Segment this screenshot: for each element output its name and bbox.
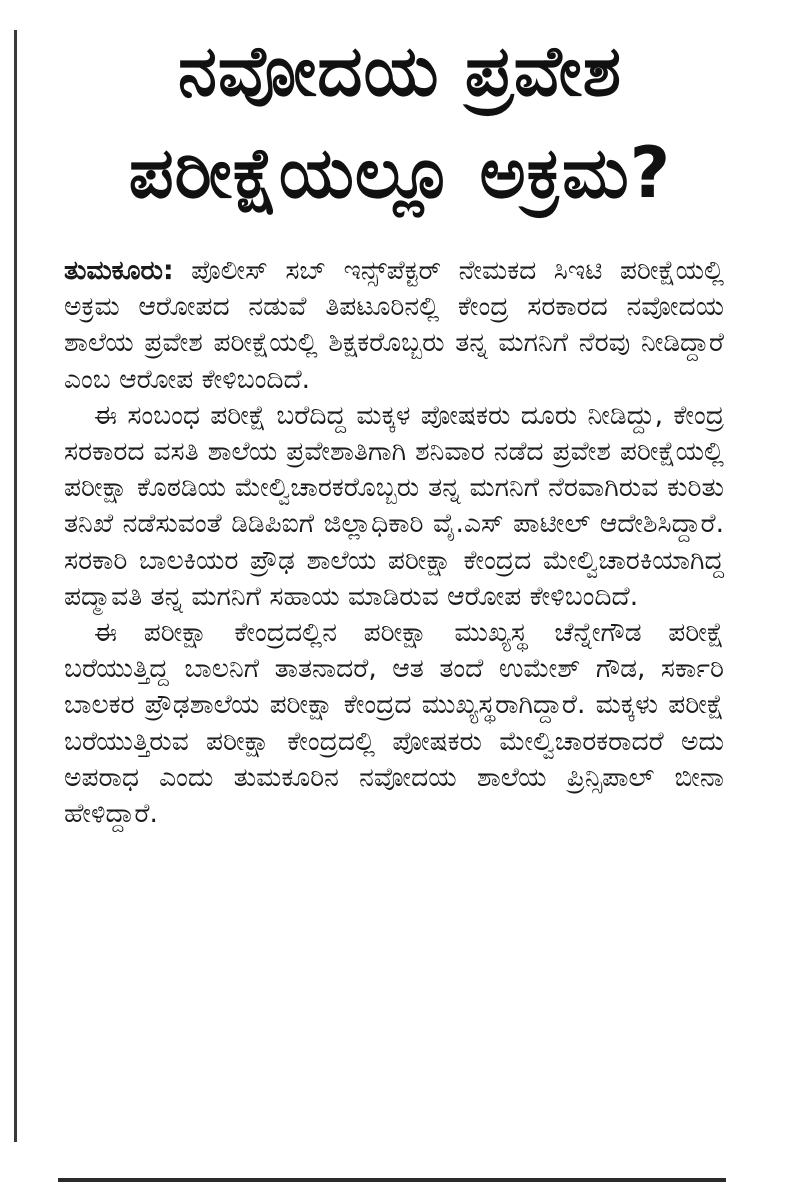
headline-line-1: ನವೋದಯ ಪ್ರವೇಶ xyxy=(177,30,623,112)
article-paragraph-1 xyxy=(64,253,724,398)
article-paragraph-2: ಈ ಸಂಬಂಧ ಪರೀಕ್ಷೆ ಬರೆದಿದ್ದ ಮಕ್ಕಳ ಪೋಷಕರು ದೂರು ನೀಡಿದ್ದು, ಕೇಂದ್ರ ಸರಕಾರದ ವಸತಿ ಶಾಲೆಯ ಪ್ರವೇಶಾತಿಗಾಗಿ ಶನಿವಾರ ನಡೆದ ಪ್ರವೇಶ ಪರೀಕ್ಷೆಯಲ್ಲಿ ಪರೀಕ್ಷಾ ಕೊಠಡಿಯ ಮೇಲ್ವಿಚಾರಕರೊಬ್ಬರು ತನ್ನ ಮಗನಿಗೆ ನೆರವಾಗಿರುವ ಕುರಿತು ತನಿಖೆ ನಡೆಸುವಂತೆ ಡಿಡಿಪಿಐಗೆ ಜಿಲ್ಲಾಧಿಕಾರಿ ವೈ.ಎಸ್ ಪಾಟೀಲ್ ಆದೇಶಿಸಿದ್ದಾರೆ. ಸರಕಾರಿ ಬಾಲಕಿಯರ ಪ್ರೌಢ ಶಾಲೆಯ ಪರೀಕ್ಷಾ ಕೇಂದ್ರದ ಮೇಲ್ವಿಚಾರಕಿಯಾಗಿದ್ದ ಪದ್ಮಾವತಿ ತನ್ನ ಮಗನಿಗೆ ಸಹಾಯ ಮಾಡಿರುವ ಆರೋಪ ಕೇಳಿಬಂದಿದೆ. xyxy=(64,399,724,612)
bottom-rule xyxy=(58,1178,726,1182)
headline xyxy=(40,20,760,224)
headline-line-2: ಪರೀಕ್ಷೆಯಲ್ಲೂ ಅಕ್ರಮ? xyxy=(128,132,672,214)
left-column-rule xyxy=(14,30,17,1142)
paragraph-1-text: ಪೊಲೀಸ್ ಸಬ್ ಇನ್ಸ್‌ಪೆಕ್ಟರ್ ನೇಮಕದ ಸಿಇಟಿ ಪರೀಕ್ಷೆಯಲ್ಲಿ ಅಕ್ರಮ ಆರೋಪದ ನಡುವೆ ತಿಪಟೂರಿನಲ್ಲಿ ಕೇಂದ್ರ ಸರಕಾರದ ನವೋದಯ ಶಾಲೆಯ ಪ್ರವೇಶ ಪರೀಕ್ಷೆಯಲ್ಲಿ ಶಿಕ್ಷಕರೊಬ್ಬರು ತನ್ನ ಮಗನಿಗೆ ನೆರವು ನೀಡಿದ್ದಾರೆ ಎಂಬ ಆರೋಪ ಕೇಳಿಬಂದಿದೆ. xyxy=(64,255,724,395)
article-body xyxy=(64,253,724,832)
article-paragraph-3: ಈ ಪರೀಕ್ಷಾ ಕೇಂದ್ರದಲ್ಲಿನ ಪರೀಕ್ಷಾ ಮುಖ್ಯಸ್ಥ ಚೆನ್ನೇಗೌಡ ಪರೀಕ್ಷೆ ಬರೆಯುತ್ತಿದ್ದ ಬಾಲನಿಗೆ ತಾತನಾದರೆ, ಆತ ತಂದೆ ಉಮೇಶ್ ಗೌಡ, ಸರ್ಕಾರಿ ಬಾಲಕರ ಪ್ರೌಢಶಾಲೆಯ ಪರೀಕ್ಷಾ ಕೇಂದ್ರದ ಮುಖ್ಯಸ್ಥರಾಗಿದ್ದಾರೆ. ಮಕ್ಕಳು ಪರೀಕ್ಷೆ ಬರೆಯುತ್ತಿರುವ ಪರೀಕ್ಷಾ ಕೇಂದ್ರದಲ್ಲಿ ಪೋಷಕರು ಮೇಲ್ವಿಚಾರಕರಾದರೆ ಅದು ಅಪರಾಧ ಎಂದು ತುಮಕೂರಿನ ನವೋದಯ ಶಾಲೆಯ ಪ್ರಿನ್ಸಿಪಾಲ್ ಬೀನಾ ಹೇಳಿದ್ದಾರೆ. xyxy=(64,617,724,830)
dateline: ತುಮಕೂರು: xyxy=(64,255,174,286)
